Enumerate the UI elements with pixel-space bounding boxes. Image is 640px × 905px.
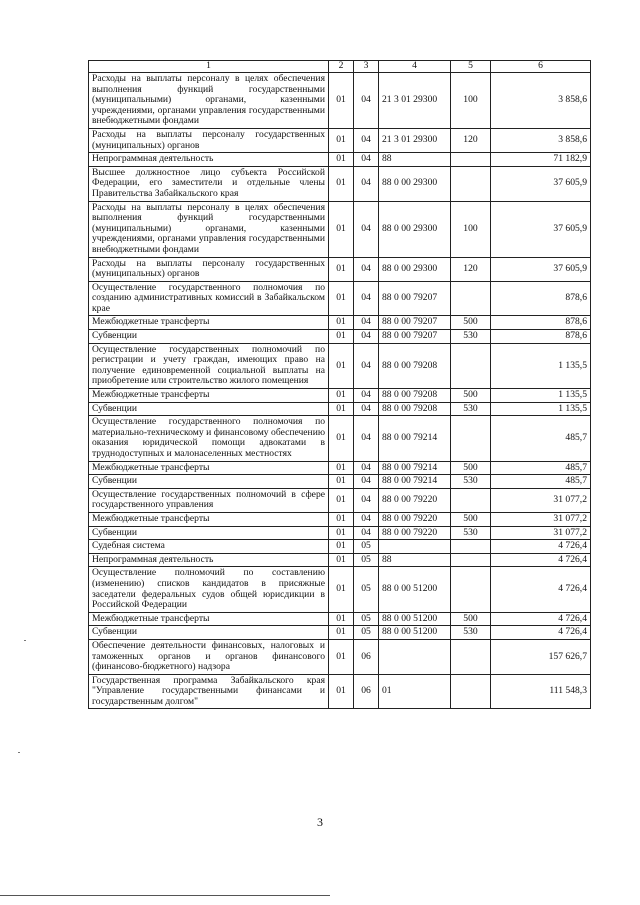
scan-speck [24,640,26,641]
row-subsection-cell: 05 [354,567,379,612]
row-name-cell: Межбюджетные трансферты [89,389,329,403]
row-target-article-cell: 88 0 00 79208 [379,389,451,403]
row-expense-type-cell: 120 [451,257,491,281]
row-target-article-cell: 88 0 00 79214 [379,475,451,489]
row-expense-type-cell [451,674,491,709]
row-expense-type-cell: 530 [451,526,491,540]
row-name-cell: Государственная программа Забайкальского края "Управление государственными финансами и государственным долгом" [89,674,329,709]
table-row [89,626,591,640]
row-section-cell: 01 [329,416,354,461]
table-row [89,389,591,403]
row-name-cell: Осуществление полномочий по составлению (изменению) списков кандидатов в присяжные заседатели федеральных судов общей юрисдикции в Российской Федерации [89,567,329,612]
row-subsection-cell: 04 [354,488,379,512]
row-name-cell: Субвенции [89,475,329,489]
row-subsection-cell: 04 [354,201,379,257]
row-target-article-cell: 88 0 00 79207 [379,281,451,316]
row-amount-cell: 31 077,2 [491,512,591,526]
row-target-article-cell: 88 [379,553,451,567]
row-amount-cell: 1 135,5 [491,389,591,403]
row-section-cell: 01 [329,526,354,540]
row-section-cell: 01 [329,540,354,554]
table-row [89,526,591,540]
row-section-cell: 01 [329,461,354,475]
row-amount-cell: 878,6 [491,330,591,344]
row-target-article-cell: 88 0 00 79208 [379,402,451,416]
table-row [89,73,591,129]
row-subsection-cell: 04 [354,128,379,152]
row-expense-type-cell: 500 [451,512,491,526]
row-target-article-cell: 88 0 00 51200 [379,626,451,640]
row-target-article-cell: 88 0 00 79208 [379,343,451,388]
row-amount-cell: 4 726,4 [491,626,591,640]
row-name-cell: Расходы на выплаты персоналу государственных (муниципальных) органов [89,128,329,152]
header-cell-name: 1 [89,61,329,73]
row-expense-type-cell: 530 [451,475,491,489]
table-row [89,281,591,316]
table-row [89,402,591,416]
row-section-cell: 01 [329,257,354,281]
row-expense-type-cell: 500 [451,389,491,403]
row-name-cell: Непрограммная деятельность [89,553,329,567]
row-section-cell: 01 [329,475,354,489]
row-name-cell: Субвенции [89,402,329,416]
row-expense-type-cell [451,553,491,567]
row-amount-cell: 485,7 [491,475,591,489]
row-name-cell: Осуществление государственного полномочия по созданию административных комиссий в Забайкальском крае [89,281,329,316]
table-row [89,488,591,512]
row-subsection-cell: 04 [354,389,379,403]
row-name-cell: Обеспечение деятельности финансовых, налоговых и таможенных органов и органов финансового (финансово-бюджетного) надзора [89,639,329,674]
row-expense-type-cell: 530 [451,330,491,344]
row-name-cell: Расходы на выплаты персоналу государственных (муниципальных) органов [89,257,329,281]
row-amount-cell: 3 858,6 [491,73,591,129]
row-subsection-cell: 04 [354,461,379,475]
row-amount-cell: 4 726,4 [491,612,591,626]
row-expense-type-cell: 530 [451,402,491,416]
row-section-cell: 01 [329,166,354,201]
row-name-cell: Расходы на выплаты персоналу в целях обеспечения выполнения функций государственными (муниципальными) органами, казенными учреждениями, органами управления государственными внебюджетными фондами [89,73,329,129]
row-amount-cell: 1 135,5 [491,402,591,416]
row-section-cell: 01 [329,73,354,129]
table-row [89,416,591,461]
row-target-article-cell: 01 [379,674,451,709]
row-target-article-cell [379,540,451,554]
row-amount-cell: 878,6 [491,316,591,330]
row-name-cell: Осуществление государственного полномочия по материально-техническому и финансовому обеспечению оказания юридической помощи адвокатами в труднодоступных и малонаселенных местностях [89,416,329,461]
row-subsection-cell: 04 [354,475,379,489]
row-subsection-cell: 05 [354,612,379,626]
table-row [89,461,591,475]
row-name-cell: Непрограммная деятельность [89,153,329,167]
table-row [89,330,591,344]
header-cell-section: 2 [329,61,354,73]
row-section-cell: 01 [329,153,354,167]
row-amount-cell: 37 605,9 [491,166,591,201]
row-name-cell: Межбюджетные трансферты [89,461,329,475]
table-row [89,153,591,167]
header-cell-subsection: 3 [354,61,379,73]
row-expense-type-cell [451,488,491,512]
row-subsection-cell: 05 [354,553,379,567]
row-section-cell: 01 [329,639,354,674]
row-subsection-cell: 04 [354,343,379,388]
row-target-article-cell: 88 0 00 79214 [379,461,451,475]
row-subsection-cell: 04 [354,416,379,461]
row-subsection-cell: 04 [354,402,379,416]
row-amount-cell: 1 135,5 [491,343,591,388]
row-section-cell: 01 [329,201,354,257]
row-name-cell: Осуществление государственных полномочий по регистрации и учету граждан, имеющих право на получение единовременной социальной выплаты на приобретение или строительство жилого помещения [89,343,329,388]
row-name-cell: Межбюджетные трансферты [89,316,329,330]
row-subsection-cell: 04 [354,73,379,129]
row-target-article-cell: 88 0 00 29300 [379,201,451,257]
row-target-article-cell: 88 0 00 51200 [379,612,451,626]
row-target-article-cell: 88 [379,153,451,167]
row-subsection-cell: 04 [354,257,379,281]
row-name-cell: Расходы на выплаты персоналу в целях обеспечения выполнения функций государственными (муниципальными) органами, казенными учреждениями, органами управления государственными внебюджетными фондами [89,201,329,257]
row-target-article-cell: 88 0 00 79207 [379,330,451,344]
row-amount-cell: 31 077,2 [491,488,591,512]
row-amount-cell: 4 726,4 [491,567,591,612]
row-target-article-cell: 88 0 00 79214 [379,416,451,461]
table-row [89,475,591,489]
table-row [89,639,591,674]
row-expense-type-cell: 500 [451,612,491,626]
row-subsection-cell: 06 [354,639,379,674]
row-section-cell: 01 [329,674,354,709]
row-subsection-cell: 06 [354,674,379,709]
row-subsection-cell: 04 [354,512,379,526]
table-row [89,343,591,388]
header-cell-expense-type: 5 [451,61,491,73]
row-section-cell: 01 [329,512,354,526]
budget-table [88,60,591,709]
row-expense-type-cell [451,166,491,201]
scan-speck [18,752,20,753]
row-amount-cell: 157 626,7 [491,639,591,674]
table-row [89,128,591,152]
table-row [89,674,591,709]
row-target-article-cell: 21 3 01 29300 [379,128,451,152]
row-subsection-cell: 04 [354,526,379,540]
row-expense-type-cell [451,639,491,674]
row-name-cell: Межбюджетные трансферты [89,612,329,626]
table-row [89,166,591,201]
row-expense-type-cell [451,416,491,461]
row-amount-cell: 4 726,4 [491,553,591,567]
row-amount-cell: 111 548,3 [491,674,591,709]
table-body [89,73,591,709]
row-target-article-cell: 88 0 00 79220 [379,488,451,512]
row-section-cell: 01 [329,330,354,344]
row-expense-type-cell: 500 [451,316,491,330]
bottom-scan-line [0,895,330,896]
row-target-article-cell: 88 0 00 29300 [379,166,451,201]
row-subsection-cell: 04 [354,153,379,167]
row-section-cell: 01 [329,626,354,640]
row-subsection-cell: 05 [354,626,379,640]
row-target-article-cell: 88 0 00 79220 [379,526,451,540]
table-header-row [89,61,591,73]
row-section-cell: 01 [329,612,354,626]
row-target-article-cell: 88 0 00 79220 [379,512,451,526]
row-amount-cell: 3 858,6 [491,128,591,152]
row-expense-type-cell [451,153,491,167]
row-amount-cell: 31 077,2 [491,526,591,540]
row-section-cell: 01 [329,281,354,316]
row-section-cell: 01 [329,567,354,612]
row-section-cell: 01 [329,389,354,403]
row-target-article-cell [379,639,451,674]
row-target-article-cell: 88 0 00 79207 [379,316,451,330]
row-expense-type-cell [451,281,491,316]
row-amount-cell: 485,7 [491,461,591,475]
row-expense-type-cell: 530 [451,626,491,640]
row-section-cell: 01 [329,553,354,567]
row-amount-cell: 878,6 [491,281,591,316]
row-amount-cell: 71 182,9 [491,153,591,167]
row-subsection-cell: 04 [354,166,379,201]
row-name-cell: Субвенции [89,626,329,640]
row-name-cell: Межбюджетные трансферты [89,512,329,526]
row-expense-type-cell: 100 [451,73,491,129]
row-target-article-cell: 88 0 00 51200 [379,567,451,612]
page-number: 3 [317,815,323,829]
row-expense-type-cell [451,343,491,388]
header-cell-target-article: 4 [379,61,451,73]
row-target-article-cell: 88 0 00 29300 [379,257,451,281]
row-name-cell: Высшее должностное лицо субъекта Российской Федерации, его заместители и отдельные члены Правительства Забайкальского края [89,166,329,201]
row-name-cell: Субвенции [89,526,329,540]
table-row [89,201,591,257]
row-name-cell: Субвенции [89,330,329,344]
row-section-cell: 01 [329,402,354,416]
row-expense-type-cell [451,567,491,612]
row-amount-cell: 485,7 [491,416,591,461]
row-amount-cell: 4 726,4 [491,540,591,554]
row-section-cell: 01 [329,316,354,330]
row-name-cell: Судебная система [89,540,329,554]
row-target-article-cell: 21 3 01 29300 [379,73,451,129]
row-subsection-cell: 05 [354,540,379,554]
table-row [89,553,591,567]
row-amount-cell: 37 605,9 [491,257,591,281]
row-section-cell: 01 [329,343,354,388]
row-subsection-cell: 04 [354,316,379,330]
table-row [89,612,591,626]
row-expense-type-cell [451,540,491,554]
table-row [89,257,591,281]
row-section-cell: 01 [329,128,354,152]
row-section-cell: 01 [329,488,354,512]
row-subsection-cell: 04 [354,330,379,344]
row-expense-type-cell: 500 [451,461,491,475]
table-row [89,567,591,612]
header-cell-amount: 6 [491,61,591,73]
row-name-cell: Осуществление государственных полномочий в сфере государственного управления [89,488,329,512]
row-amount-cell: 37 605,9 [491,201,591,257]
row-subsection-cell: 04 [354,281,379,316]
table-row [89,316,591,330]
row-expense-type-cell: 100 [451,201,491,257]
table-row [89,540,591,554]
table-row [89,512,591,526]
row-expense-type-cell: 120 [451,128,491,152]
